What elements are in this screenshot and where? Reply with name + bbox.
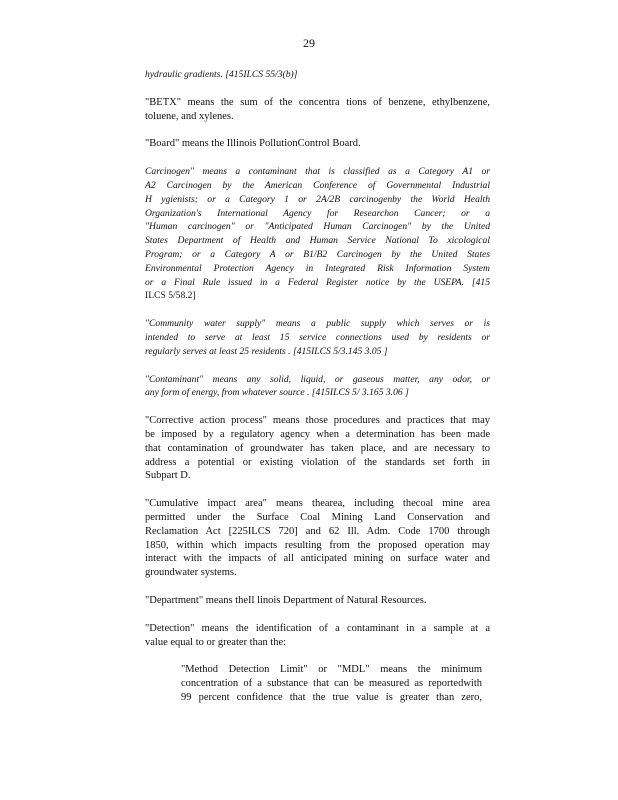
text-line: ILCS 5/58.2] xyxy=(145,290,196,302)
definition-method-detection-limit xyxy=(181,663,482,704)
text-line: any form of energy, from whatever source . [415ILCS 5/ 3.165 3.06 ] xyxy=(145,387,409,399)
text-line: Subpart D. xyxy=(145,470,191,482)
text-line: Environmental Protection Agency in Integrated Risk Information System xyxy=(145,262,490,274)
page-number: 29 xyxy=(303,36,315,50)
text-line: "Community water supply" means a public supply which serves or is xyxy=(145,318,490,330)
paragraph-hydraulic xyxy=(145,68,490,82)
definition-detection xyxy=(145,622,490,650)
text-line: H ygienists; or a Category 1 or 2A/2B carcinogenby the World Health xyxy=(145,193,490,205)
text-line: "Department" means theIl linois Department of Natural Resources. xyxy=(145,594,427,606)
definition-contaminant xyxy=(145,373,490,401)
text-line: States Department of Health and Human Service National To xicological xyxy=(145,235,490,247)
text-line: value equal to or greater than the: xyxy=(145,636,287,648)
text-line: 1850, within which impacts resulting from the proposed operation may xyxy=(145,539,490,551)
text-line: or a Final Rule issued in a Federal Register notice by the USEPA. [415 xyxy=(145,276,490,288)
text-line: Carcinogen" means a contaminant that is classified as a Category A1 or xyxy=(145,166,490,178)
definition-corrective-action-process xyxy=(145,414,490,483)
text-line: "Contaminant" means any solid, liquid, or gaseous matter, any odor, or xyxy=(145,373,490,385)
text-line: "Detection" means the identification of a contaminant in a sample at a xyxy=(145,622,490,634)
definition-community-water-supply xyxy=(145,317,490,358)
text-line: toluene, and xylenes. xyxy=(145,110,234,122)
text-line: be imposed by a regulatory agency when a determination has been made xyxy=(145,428,490,440)
text-line: regularly serves at least 25 residents . [415ILCS 5/3.145 3.05 ] xyxy=(145,345,388,357)
text-line: hydraulic gradients. [415ILCS 55/3(b)] xyxy=(145,69,298,80)
text-line: 99 percent confidence that the true value is greater than zero, xyxy=(181,691,482,703)
text-line: Reclamation Act [225ILCS 720] and 62 Ill. Adm. Code 1700 through xyxy=(145,525,490,537)
definition-carcinogen xyxy=(145,165,490,303)
text-line: "Cumulative impact area" means thearea, including thecoal mine area xyxy=(145,498,490,510)
text-line: "Board" means the Illinois PollutionControl Board. xyxy=(145,138,361,150)
definition-board xyxy=(145,137,490,151)
document-body xyxy=(145,68,490,719)
text-line: Program; or a Category A or B1/B2 Carcinogen by the United States xyxy=(145,248,490,260)
definition-cumulative-impact-area xyxy=(145,497,490,580)
text-line: permitted under the Surface Coal Mining Land Conservation and xyxy=(145,511,490,523)
text-line: "BETX" means the sum of the concentra tions of benzene, ethylbenzene, xyxy=(145,96,490,108)
text-line: address a potential or existing violation of the standards set forth in xyxy=(145,456,490,468)
text-line: interact with the impacts of all anticipated mining on surface water and xyxy=(145,553,490,565)
definition-department xyxy=(145,594,490,608)
text-line: concentration of a substance that can be measured as reportedwith xyxy=(181,678,482,690)
text-line: that contamination of groundwater has taken place, and are necessary to xyxy=(145,442,490,454)
text-line: intended to serve at least 15 service connections used by residents or xyxy=(145,331,490,343)
text-line: Organization's International Agency for Researchon Cancer; or a xyxy=(145,207,490,219)
text-line: "Corrective action process" means those procedures and practices that may xyxy=(145,415,490,427)
text-line: "Method Detection Limit" or "MDL" means the minimum xyxy=(181,664,482,676)
definition-betx xyxy=(145,96,490,124)
text-line: groundwater systems. xyxy=(145,567,237,579)
text-line: A2 Carcinogen by the American Conference of Governmental Industrial xyxy=(145,179,490,191)
text-line: "Human carcinogen" or "Anticipated Human Carcinogen" by the United xyxy=(145,221,490,233)
